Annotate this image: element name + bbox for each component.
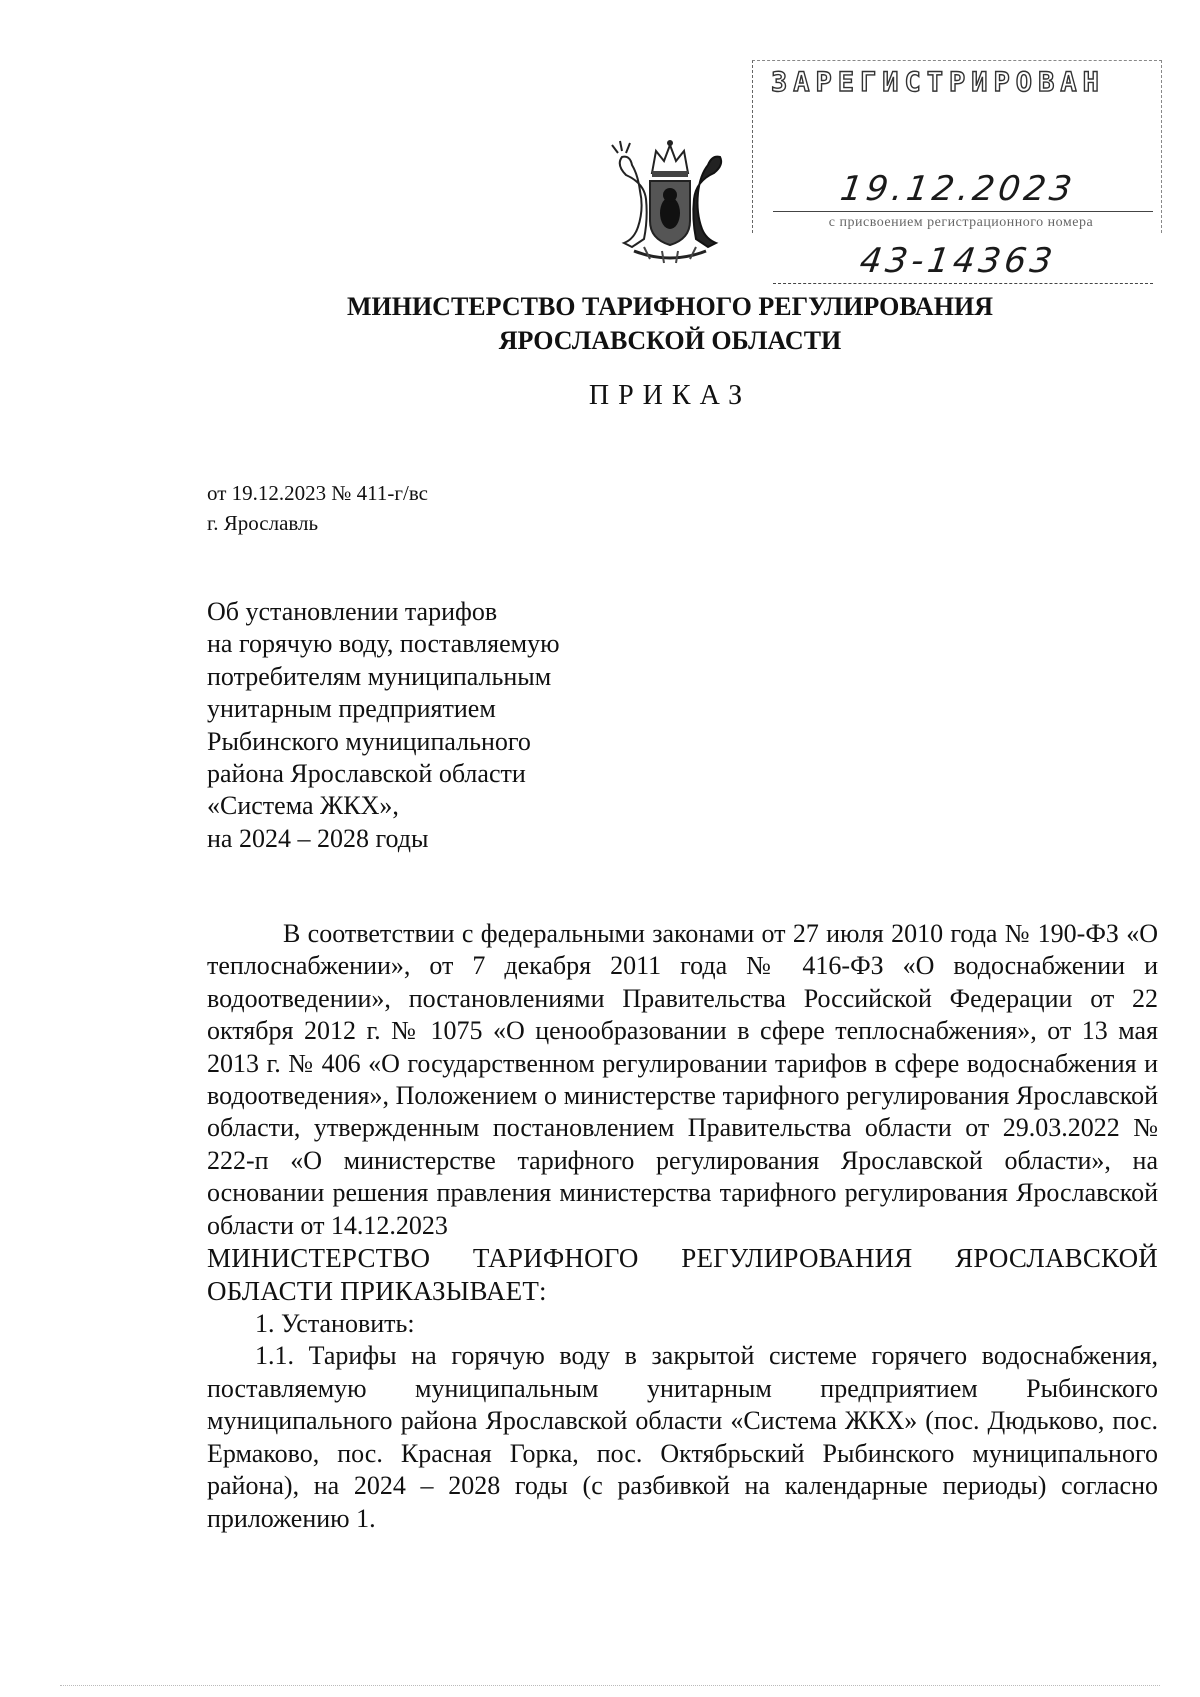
item-1: 1. Установить: [255, 1309, 415, 1339]
ministry-line-2: ЯРОСЛАВСКОЙ ОБЛАСТИ [498, 326, 842, 355]
ministry-line-1: МИНИСТЕРСТВО ТАРИФНОГО РЕГУЛИРОВАНИЯ [346, 292, 994, 321]
document-city: г. Ярославль [207, 511, 319, 535]
document-date-number: от 19.12.2023 № 411-г/вс [207, 481, 428, 505]
stamp-underline [773, 211, 1153, 212]
subject-line: «Система ЖКХ», [207, 791, 399, 821]
document-body [207, 918, 1158, 1535]
stamp-registration-number: 43-14363 [857, 241, 1059, 281]
stamp-date: 19.12.2023 [837, 169, 1079, 209]
order-statement: МИНИСТЕРСТВО ТАРИФНОГО РЕГУЛИРОВАНИЯ ЯРОСЛАВСКОЙ ОБЛАСТИ ПРИКАЗЫВАЕТ: [207, 1243, 1158, 1307]
preamble-paragraph: В соответствии с федеральными законами от 27 июля 2010 года № 190-ФЗ «О теплоснабжении», от 7 декабря 2011 года № 416-ФЗ «О водоснабжении и водоотведении», постановлениями Правительства Российской Федерации от 22 октября 2012 г. № 1075 «О ценообразовании в сфере теплоснабжения», от 13 мая 2013 г. № 406 «О государственном регулировании тарифов в сфере водоснабжения и водоотведения», Положением о министерстве тарифного регулирования Ярославской области, утвержденным постановлением Правительства области от 29.03.2022 № 222-п «О министерстве тарифного регулирования Ярославской области», на основании решения правления министерства тарифного регулирования Ярославской области от 14.12.2023 [207, 919, 1158, 1240]
document-subject [207, 596, 767, 855]
stamp-title: ЗАРЕГИСТРИРОВАН [771, 67, 1105, 98]
document-type: ПРИКАЗ [588, 380, 752, 411]
scan-edge-line [60, 1685, 1160, 1686]
subject-line: потребителям муниципальным [207, 661, 552, 691]
item-1-1: 1.1. Тарифы на горячую воду в закрытой системе горячего водоснабжения, поставляемую муниципальным унитарным предприятием Рыбинского муниципального района Ярославской области «Система ЖКХ» (пос. Дюдьково, пос. Ермаково, пос. Красная Горка, пос. Октябрьский Рыбинского муниципального района), на 2024 – 2028 годы (с разбивкой на календарные периоды) согласно приложению 1. [207, 1341, 1158, 1533]
subject-line: Рыбинского муниципального [207, 726, 531, 756]
subject-line: унитарным предприятием [207, 694, 496, 724]
subject-line: Об установлении тарифов [207, 597, 498, 626]
subject-line: района Ярославской области [207, 759, 526, 789]
coat-of-arms-icon [604, 135, 736, 267]
subject-line: на 2024 – 2028 годы [207, 823, 429, 853]
stamp-bottom-line [773, 283, 1153, 284]
document-meta [207, 478, 428, 538]
stamp-note: с присвоением регистрационного номера [828, 215, 1094, 230]
subject-line: на горячую воду, поставляемую [207, 629, 560, 659]
ministry-name [200, 290, 1140, 358]
registration-stamp [752, 60, 1162, 281]
